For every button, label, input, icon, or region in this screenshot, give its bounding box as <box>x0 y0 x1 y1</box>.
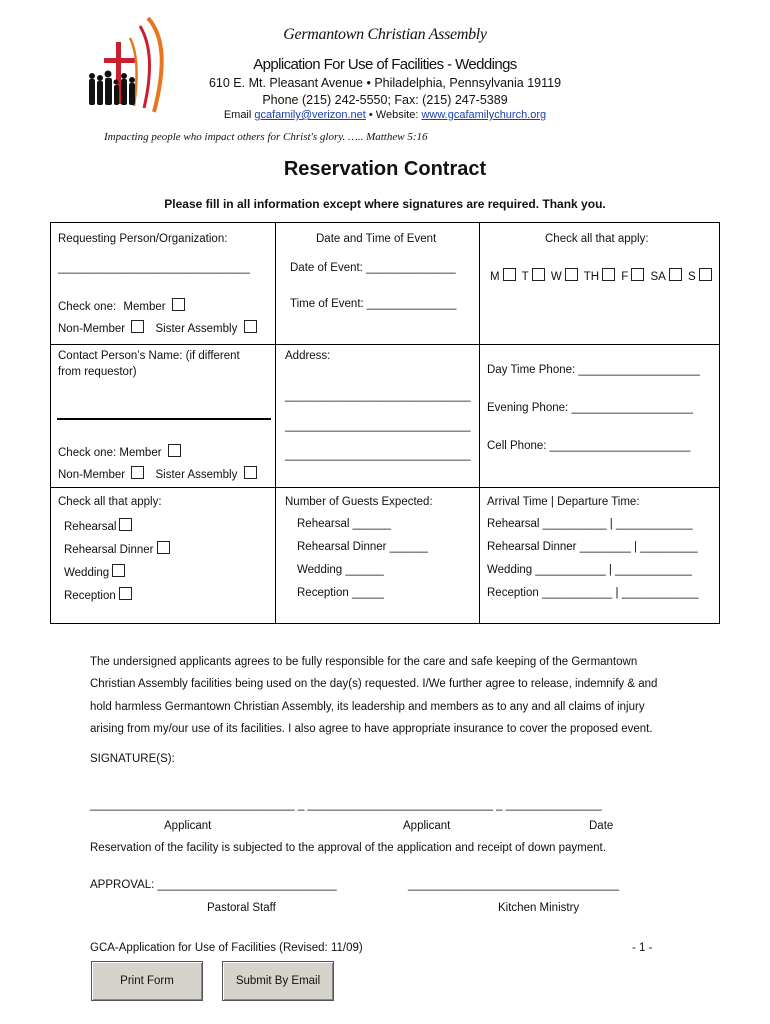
requesting-label: Requesting Person/Organization: <box>58 233 228 245</box>
email-prefix: Email <box>223 109 252 121</box>
non-member-label: Non-Member <box>58 323 126 335</box>
guests-header: Number of Guests Expected: <box>285 496 433 508</box>
instructions: Please fill in all information except where signatures are required. Thank you. <box>164 197 606 211</box>
day-label-s: S <box>688 271 696 283</box>
footer-page-number: - 1 - <box>632 942 653 954</box>
approval-pastoral-field[interactable]: APPROVAL: ____________________________ <box>90 879 337 891</box>
event-item-wedding <box>64 564 125 579</box>
sister-assembly-label: Sister Assembly <box>155 323 238 335</box>
org-name: Germantown Christian Assembly <box>283 26 487 43</box>
day-label-sa: SA <box>650 271 666 283</box>
event-label-rehearsal-dinner: Rehearsal Dinner <box>64 544 154 556</box>
contact-name-field[interactable] <box>57 418 271 420</box>
day-checkboxes <box>490 268 712 283</box>
day-phone-field[interactable]: Day Time Phone: ___________________ <box>487 364 700 376</box>
contact-sister-assembly-label: Sister Assembly <box>155 469 238 481</box>
day-label-m: M <box>490 271 500 283</box>
signatures-label: SIGNATURE(S): <box>90 753 175 765</box>
event-item-reception <box>64 587 132 602</box>
sister-assembly-checkbox[interactable] <box>244 320 257 333</box>
email-link[interactable]: gcafamily@verizon.net <box>254 109 366 121</box>
times-rehearsal-dinner-field[interactable]: Rehearsal Dinner ________ | _________ <box>487 541 698 553</box>
agreement-line-3: hold harmless Germantown Christian Assembly, its leadership and members as to any and all claims of injury <box>90 701 645 713</box>
times-header: Arrival Time | Departure Time: <box>487 496 640 508</box>
check-one-label: Check one: <box>58 301 117 313</box>
day-label-t: T <box>521 271 529 283</box>
date-time-header: Date and Time of Event <box>316 233 437 245</box>
times-rehearsal-field[interactable]: Rehearsal __________ | ____________ <box>487 518 693 530</box>
print-form-label: Print Form <box>120 975 174 987</box>
check-one-member-label: Check one: Member <box>58 447 162 459</box>
day-label-f: F <box>621 271 629 283</box>
check-all-header: Check all that apply: <box>545 233 649 245</box>
signature-lines[interactable]: ________________________________ _ _____________________________ _ _______________ <box>90 799 602 811</box>
day-checkbox-t[interactable] <box>532 268 545 281</box>
address-field-3[interactable]: _____________________________ <box>285 449 471 461</box>
contract-title: Reservation Contract <box>283 158 487 180</box>
cell-phone-field[interactable]: Cell Phone: ______________________ <box>487 440 691 452</box>
membership-check-row1 <box>58 298 185 313</box>
guests-rehearsal-dinner-field[interactable]: Rehearsal Dinner ______ <box>297 541 429 553</box>
church-address: 610 E. Mt. Pleasant Avenue • Philadelphia, Pennsylvania 19119 <box>208 76 562 90</box>
agreement-line-4: arising from my/our use of its facilities. I also agree to have appropriate insurance to cover the proposed event. <box>90 723 653 735</box>
requesting-field[interactable]: ______________________________ <box>58 262 250 274</box>
day-checkbox-sa[interactable] <box>669 268 682 281</box>
member-checkbox[interactable] <box>172 298 185 311</box>
guests-reception-field[interactable]: Reception _____ <box>297 587 384 599</box>
pastoral-staff-label: Pastoral Staff <box>207 902 276 914</box>
website-link[interactable]: www.gcafamilychurch.org <box>421 109 547 121</box>
member-label: Member <box>123 301 166 313</box>
church-phone: Phone (215) 242-5550; Fax: (215) 247-5389 <box>262 93 508 107</box>
event-label-rehearsal: Rehearsal <box>64 521 117 533</box>
rehearsal-dinner-checkbox[interactable] <box>157 541 170 554</box>
contact-non-member-checkbox[interactable] <box>131 466 144 479</box>
non-member-checkbox[interactable] <box>131 320 144 333</box>
day-checkbox-th[interactable] <box>602 268 615 281</box>
address-label: Address: <box>285 350 331 362</box>
contact-non-member-label: Non-Member <box>58 469 126 481</box>
kitchen-ministry-label: Kitchen Ministry <box>498 902 580 914</box>
times-wedding-field[interactable]: Wedding ___________ | ____________ <box>487 564 692 576</box>
event-item-rehearsal <box>64 518 132 533</box>
event-label-reception: Reception <box>64 590 116 602</box>
wedding-checkbox[interactable] <box>112 564 125 577</box>
membership-check-row2b <box>58 466 257 481</box>
website-prefix: • Website: <box>368 109 419 121</box>
day-label-th: TH <box>583 271 600 283</box>
day-checkbox-m[interactable] <box>503 268 516 281</box>
contact-label-2: from requestor) <box>58 366 137 378</box>
submit-by-email-label: Submit By Email <box>235 975 321 987</box>
footer-revision: GCA-Application for Use of Facilities (Revised: 11/09) <box>90 942 363 954</box>
event-label-wedding: Wedding <box>64 567 110 579</box>
membership-check-row2 <box>58 444 181 459</box>
membership-check-row1b <box>58 320 257 335</box>
reception-checkbox[interactable] <box>119 587 132 600</box>
agreement-line-2: Christian Assembly facilities being used on the day(s) requested. I/We further agree to release, indemnify & and <box>90 678 658 690</box>
applicant-label-1: Applicant <box>164 820 212 832</box>
print-form-button[interactable] <box>91 961 203 1001</box>
day-checkbox-s[interactable] <box>699 268 712 281</box>
day-label-w: W <box>550 271 562 283</box>
day-checkbox-w[interactable] <box>565 268 578 281</box>
reservation-note: Reservation of the facility is subjected to the approval of the application and receipt of down payment. <box>90 842 606 854</box>
application-title: Application For Use of Facilities - Weddings <box>253 56 517 73</box>
address-field-1[interactable]: _____________________________ <box>285 390 471 402</box>
contact-line <box>0 109 770 121</box>
event-item-rehearsal-dinner <box>64 541 170 556</box>
guests-wedding-field[interactable]: Wedding ______ <box>297 564 384 576</box>
applicant-label-2: Applicant <box>403 820 451 832</box>
agreement-line-1: The undersigned applicants agrees to be fully responsible for the care and safe keeping of the Germantown <box>90 656 638 668</box>
motto: Impacting people who impact others for Christ's glory. ….. Matthew 5:16 <box>104 131 428 143</box>
contact-sister-assembly-checkbox[interactable] <box>244 466 257 479</box>
rehearsal-checkbox[interactable] <box>119 518 132 531</box>
contact-label: Contact Person’s Name: (if different <box>58 350 240 362</box>
event-check-all-label: Check all that apply: <box>58 496 162 508</box>
time-of-event-field[interactable]: Time of Event: ______________ <box>290 298 457 310</box>
approval-kitchen-field[interactable]: _________________________________ <box>408 879 620 891</box>
date-label: Date <box>589 820 614 832</box>
contact-member-checkbox[interactable] <box>168 444 181 457</box>
evening-phone-field[interactable]: Evening Phone: ___________________ <box>487 402 693 414</box>
date-of-event-field[interactable]: Date of Event: ______________ <box>290 262 456 274</box>
day-checkbox-f[interactable] <box>631 268 644 281</box>
address-field-2[interactable]: _____________________________ <box>285 420 471 432</box>
submit-by-email-button[interactable] <box>222 961 334 1001</box>
times-reception-field[interactable]: Reception ___________ | ____________ <box>487 587 699 599</box>
guests-rehearsal-field[interactable]: Rehearsal ______ <box>297 518 391 530</box>
